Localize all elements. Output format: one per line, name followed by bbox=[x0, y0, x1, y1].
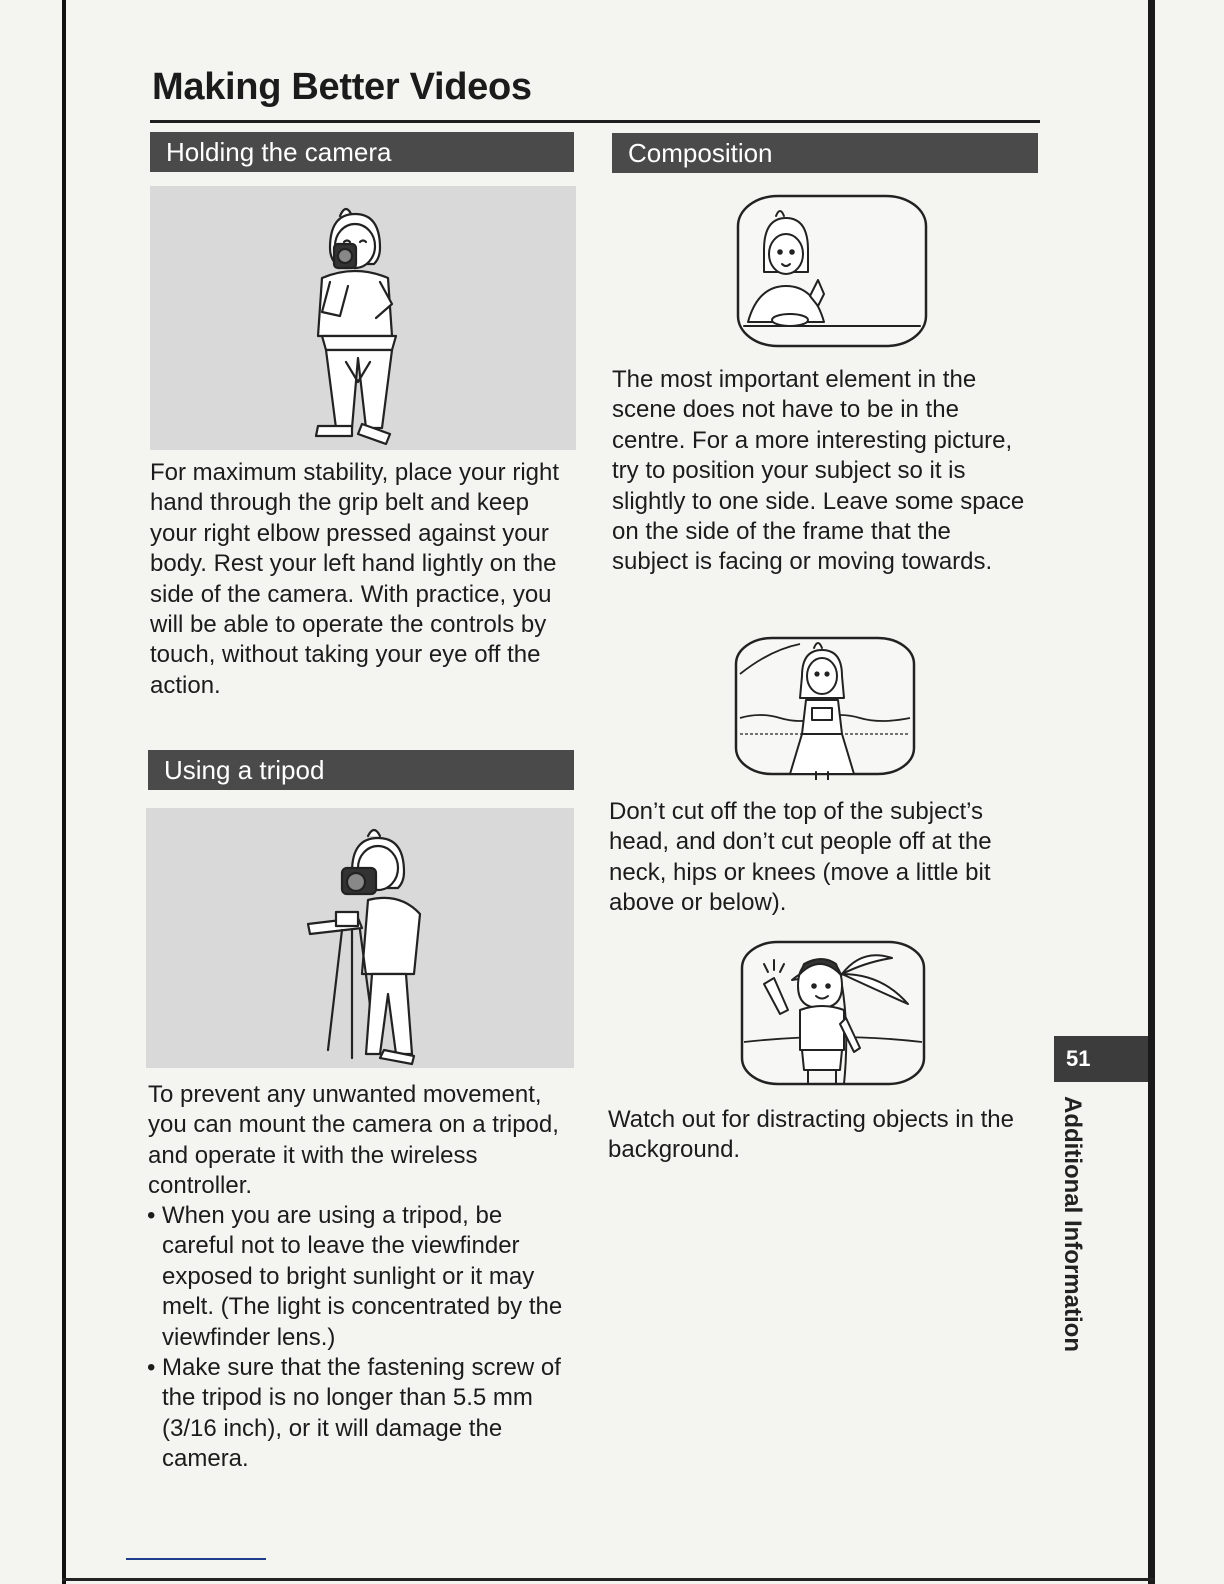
tripod-warning-viewfinder: • When you are using a tripod, be careful not to leave the viewfinder exposed to bright sunlight or it may melt. (The light is concentrated by the viewfinder lens.) bbox=[148, 1201, 568, 1353]
composition-background-illustration bbox=[738, 938, 928, 1092]
composition-framing-illustration bbox=[732, 634, 918, 780]
composition-text-position: The most important element in the scene does not have to be in the centre. For a more interesting picture, try to position your subject so it is slightly to one side. Leave some space on the side of the frame that the subject is facing or moving towards. bbox=[612, 366, 1025, 576]
title-divider bbox=[150, 120, 1040, 123]
composition-text-cropping: Don’t cut off the top of the subject’s head, and don’t cut people off at the neck, hips or knees (move a little bit above or below). bbox=[609, 798, 992, 917]
section-heading-tripod: Using a tripod bbox=[148, 750, 574, 790]
tripod-illustration bbox=[146, 808, 574, 1068]
composition-offcenter-illustration bbox=[734, 192, 930, 354]
page-left-border bbox=[62, 0, 66, 1584]
scan-mark bbox=[126, 1558, 266, 1560]
holding-camera-illustration bbox=[150, 186, 576, 450]
section-heading-holding: Holding the camera bbox=[150, 132, 574, 172]
section-heading-composition: Composition bbox=[612, 133, 1038, 173]
tripod-warning-screw: • Make sure that the fastening screw of the tripod is no longer than 5.5 mm (3/16 inch), or it will damage the camera. bbox=[148, 1353, 568, 1475]
page-title: Making Better Videos bbox=[152, 66, 532, 108]
composition-text-background: Watch out for distracting objects in the background. bbox=[608, 1106, 1014, 1164]
page-right-border bbox=[1148, 0, 1155, 1584]
tripod-warnings bbox=[148, 1201, 568, 1475]
chapter-side-label-text: Additional Information bbox=[1059, 1096, 1086, 1352]
chapter-side-label bbox=[1048, 1096, 1096, 1386]
holding-camera-text: For maximum stability, place your right hand through the grip belt and keep your right elbow pressed against your body. Rest your left hand lightly on the side of the camera. With practice, you will be able to operate the controls by touch, without taking your eye off the action. bbox=[150, 459, 560, 699]
tripod-text: To prevent any unwanted movement, you can mount the camera on a tripod, and operate it with the wireless controller. bbox=[148, 1081, 559, 1200]
page-bottom-border bbox=[62, 1578, 1154, 1581]
page-number-tab: 51 bbox=[1054, 1036, 1148, 1082]
